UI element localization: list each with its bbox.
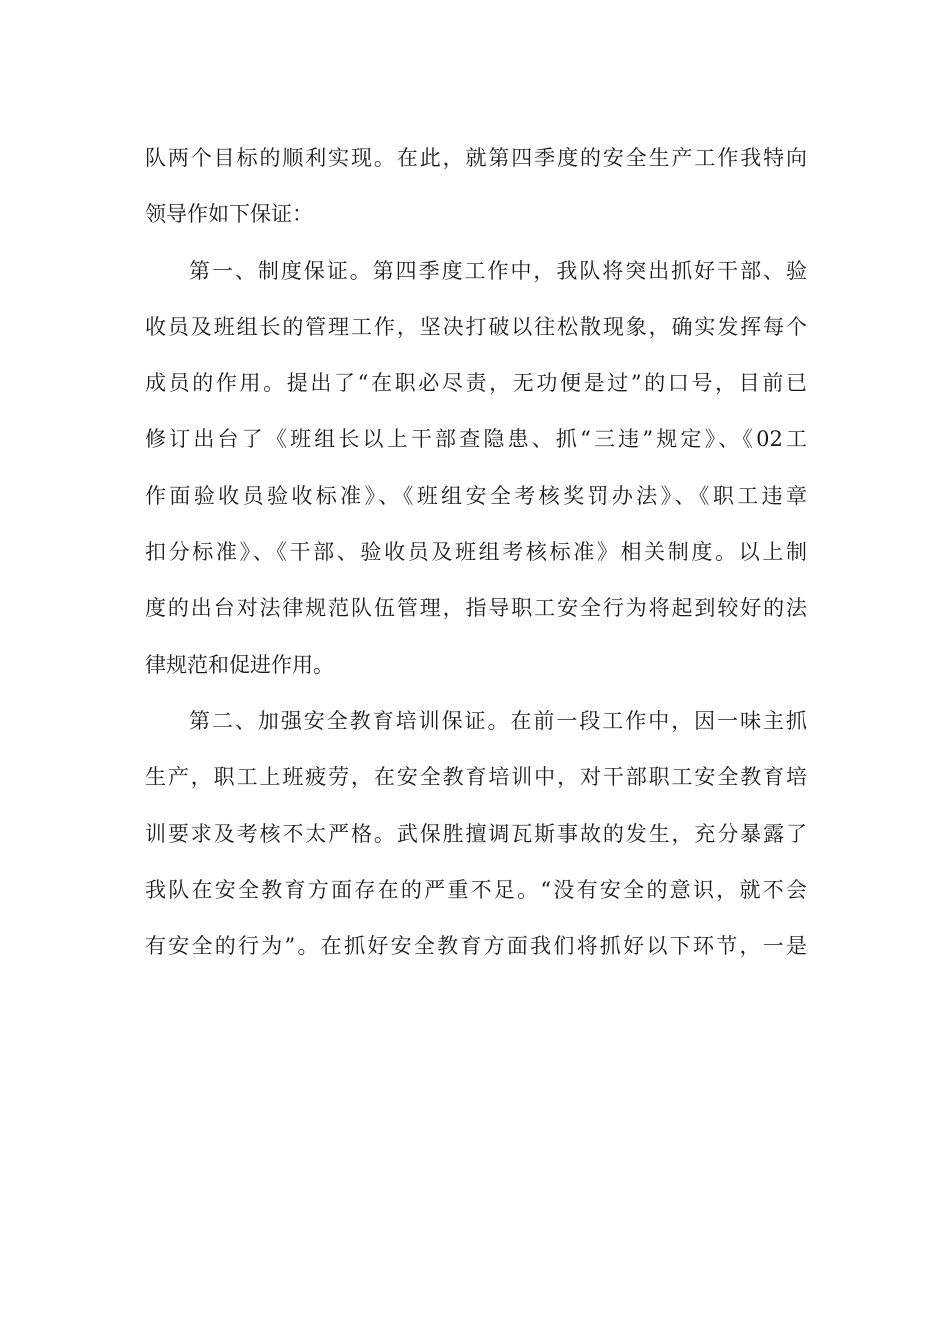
text-line: 律规范和促进作用。 bbox=[145, 652, 334, 677]
text-line: 有安全的行为”。在抓好安全教育方面我们将抓好以下环节，一是 bbox=[145, 934, 807, 959]
paragraph-start-line: 第二、加强安全教育培训保证。在前一段工作中，因一味主抓 bbox=[189, 708, 807, 733]
text-line: 度的出台对法律规范队伍管理，指导职工安全行为将起到较好的法 bbox=[145, 596, 807, 621]
text-line: 领导作如下保证： bbox=[145, 202, 313, 227]
text-line: 生产，职工上班疲劳，在安全教育培训中，对干部职工安全教育培 bbox=[145, 765, 807, 790]
text-line: 收员及班组长的管理工作，坚决打破以往松散现象，确实发挥每个 bbox=[145, 314, 807, 339]
document-body bbox=[145, 130, 807, 974]
text-line: 修订出台了《班组长以上干部查隐患、抓“三违”规定》、《02工 bbox=[145, 427, 807, 452]
paragraph-start-line: 第一、制度保证。第四季度工作中，我队将突出抓好干部、验 bbox=[189, 258, 807, 283]
text-line: 成员的作用。提出了“在职必尽责，无功便是过”的口号，目前已 bbox=[145, 371, 807, 396]
text-line: 我队在安全教育方面存在的严重不足。“没有安全的意识，就不会 bbox=[145, 877, 807, 902]
text-line: 训要求及考核不太严格。武保胜擅调瓦斯事故的发生，充分暴露了 bbox=[145, 821, 807, 846]
text-line: 队两个目标的顺利实现。在此，就第四季度的安全生产工作我特向 bbox=[145, 146, 807, 170]
text-line: 扣分标准》、《干部、验收员及班组考核标准》相关制度。以上制 bbox=[145, 540, 807, 565]
text-line: 作面验收员验收标准》、《班组安全考核奖罚办法》、《职工违章 bbox=[145, 483, 807, 508]
